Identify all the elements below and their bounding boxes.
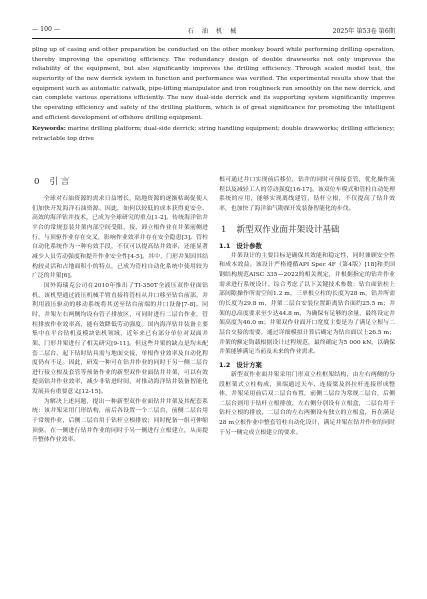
- section-heading-design-basis: [219, 224, 395, 237]
- section-number: 0: [34, 177, 40, 187]
- keywords: [32, 124, 395, 144]
- paragraph: 全球对石油资源的需求日益增长，陆地资源的逐渐枯竭促使人们加快开发海洋石油资源。因此，如何以较低的成本获得更安全、高效的海洋钻井技术，已成为全球研究的重点[1-2]。传统海洋钻井平台的常规套装井架内部空间受限，接、卸立根作业在井架前侧进行，与顶驱作业存在交叉，影响作业效率并存在安全隐患[3]。管柱自动化系统作为一种有效手段，不仅可以提高钻井效率，还能显著减少人员劳动强度和提升作业安全性[4-5]。其中，门形井架因其结构较灵活和占地面积小的特点，已成为管柱自动化系统中使用较为广泛的井架[6]。: [32, 196, 208, 280]
- section-title: 新型双作业面井架设计基础: [236, 224, 340, 235]
- right-column: [219, 176, 395, 438]
- section-number: 1: [221, 224, 227, 235]
- subsection-number: 1.2: [219, 360, 231, 369]
- subsection-title: 设计参数: [236, 241, 262, 250]
- journal-title: 石 油 机 械: [187, 28, 240, 35]
- header-rule: [32, 38, 395, 39]
- running-header: [32, 26, 395, 38]
- paragraph: 根可通过井口实现前后移位，钻井的同时可预接套管，优化操作流程以及减轻工人的劳动强度[16-17]。该双位车模式和管柱自动处理系统的应用，能够实现离线建管，钻杆立根，不仅提高了钻井效率，也加快了海洋油气勘探开发装备智能化的步伐。: [219, 177, 395, 212]
- subsection-heading-design-parameters: [219, 241, 395, 252]
- page-number: — 100 —: [32, 26, 61, 33]
- keywords-label: Keywords:: [32, 125, 66, 133]
- subsection-heading-design-scheme: [219, 360, 395, 371]
- paragraph: 国外海瑞克公司在2010年推出了TI-350T全液压双作业面钻机，该机型通过液压机械手臂直接将管柱从井口移至钻台前部，并利用液压驱动的移动系统将其送至钻台前端的井口设备[7-8]。同时，井架左右两侧均设有管子排放区，可同时进行二层台作业，管柱排放作业效率高，能有效降低劳动强度。国内海洋钻井装备主要集中在平台钻机及模块钻机领域，近年来已有部分单位对双面井架、门形井架进行了相关研究[9-11]。但这些井架的缺点是均未配套二层台，起下钻时钻具需与地面交接，单根作业效率及自动化程度仍有不足。因此，研发一种可在钻井作业的同时于另一侧二层台进行接立根及套管等预备作业的新型双作业面钻井井架，可以有效提高钻井作业效率，减少非钻进时间，对推动海洋钻井装备智能化发展具有重要意义[12-15]。: [32, 282, 208, 396]
- keywords-text: marine drilling platform; dual-side derrick; string handling equipment; double drawworks; drilling efficiency; retractable top drive: [32, 126, 395, 142]
- paragraph: 新型双作业面井架采用门形双立柱框架结构，由左右两侧的分段框架式立柱构成，顶端通过天车、连接梁及斜拉杆连接形成整体，井架采用前后双二层台布置，前侧二层台为常规二层台，后侧二层台则用于钻杆立根排放，左右侧分别设有立根盒，二层台用于钻杆立根的排放，二层台的左右两侧设有独立的立根盒，旨在满足28 m立根作业中整套管柱自动化设计，满足井架在钻井作业的同时于另一侧完成立根建立的要求。: [219, 371, 395, 436]
- abstract-text: pling up of casing and other preparation be conducted on the other monkey board while performing drilling operation, thereby improving the operating efficiency. The redundancy design of double drawworks not only improves the reliability of the equipment, but also significantly improves the drilling efficiency. Through scaled model test, the superiority of the new derrick system in function and performance was verified. The experimental results show that the equipment such as automatic catwalk, pipe-lifting manipulator and iron roughneck run smoothly on the new derrick, and can complete various operations efficiently. The new dual-side derrick and its supporting system significantly improve the operating efficiency and safety of the drilling platform, which is of great significance for promoting the intelligent and efficient development of offshore drilling equipment.: [32, 47, 395, 121]
- paragraph: 井架设计的主要目标是确保其效能和稳定性，同时兼顾安全性和成本效益。该设计严格遵循API Spec 4F（第4版）[18]和美国钢结构规范AISC 335—2022的相关规定，并根据指定的钻井作业需求进行系统设计。综合考虑了以下关键技术参数：钻台面钻柱上部间隙操作所需空间1.2 m，三单根立柱的长度为28 m，钻井所需的长度为29.8 m，井架二层台安装位置距离钻台面约25.5 m；井架的总高度要求至少达44.8 m，为确保有足够的余量，最终设定井架高度为46.0 m；井架双作业面开口宽度主要是为了满足立根与二层台交接的需要，通过详细模拟计算后确定为钻台面以上26.5 m；井架的额定钩载根据设计过程规范，最终确定为5 000 kN，以确保井架能够满足当前及未来的作业需求。: [219, 252, 395, 356]
- subsection-number: 1.1: [219, 241, 231, 250]
- english-abstract: [32, 46, 395, 145]
- issue-info: 2025年 第53卷 第6期: [332, 28, 395, 35]
- left-column: [32, 176, 208, 446]
- section-title: 引 言: [49, 177, 70, 187]
- subsection-title: 设计方案: [236, 360, 262, 369]
- paragraph: 为解决上述问题，提出一种新型双作业面钻井井架及其配套系统：该井架采用门形结构，前后各设置一个二层台，前侧二层台用于常规作业，后侧二层台用于钻杆立根排放；同时配备一组可伸缩顶驱，在一侧进行钻井作业的同时于另一侧进行立根建立，从而提升整体作业效率。: [32, 398, 208, 444]
- section-heading-introduction: [32, 176, 208, 189]
